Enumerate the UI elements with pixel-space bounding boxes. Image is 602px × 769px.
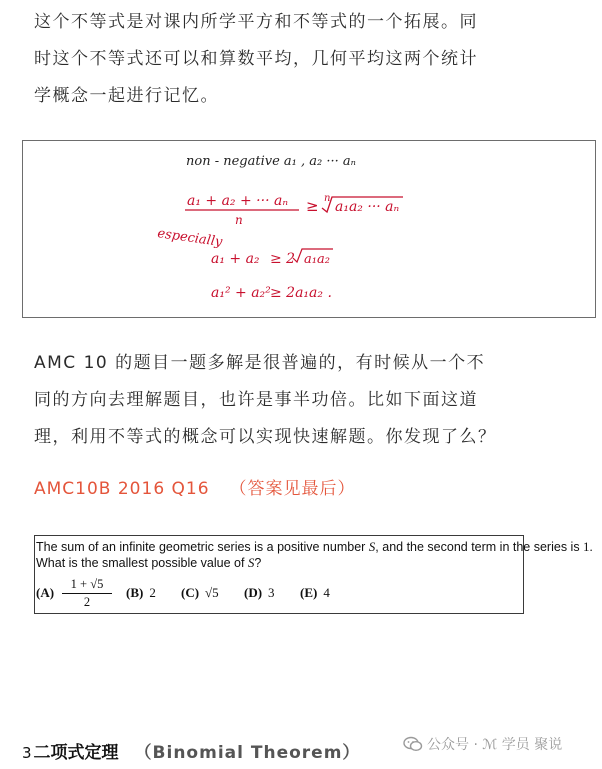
- choice-a: [36, 585, 60, 601]
- section-number: 3: [22, 744, 32, 762]
- problem-variable: S: [368, 539, 376, 554]
- problem-image: [34, 535, 593, 614]
- hw-two-term-ge: ≥ 2: [270, 251, 296, 267]
- choice-label: (B): [126, 585, 144, 600]
- hw-root-index: n: [324, 193, 331, 204]
- problem-line-1: [36, 539, 593, 555]
- choice-label: (A): [36, 585, 55, 600]
- hw-two-term-sum: a₁ + a₂: [211, 251, 260, 267]
- amc-problem-title: [34, 474, 356, 499]
- choice-value: 3: [268, 585, 275, 600]
- problem-text-part: ?: [254, 556, 262, 570]
- problem-line-2: [36, 555, 593, 571]
- section-heading: [22, 738, 360, 763]
- choice-label: (C): [181, 585, 200, 600]
- handwritten-formula-drawing: [23, 141, 597, 319]
- problem-statement: [36, 539, 593, 571]
- hw-nonnegative-line: non - negative a₁ , a₂ ··· aₙ: [186, 154, 356, 169]
- choice-label: (D): [244, 585, 263, 600]
- problem-text-part: The sum of an infinite geometric series is a positive number: [36, 540, 369, 554]
- hw-gm-radicand: a₁a₂ ··· aₙ: [335, 199, 400, 215]
- problem-number: 1.: [583, 539, 593, 554]
- body-paragraph: [34, 345, 554, 456]
- hw-square-ge: ≥ 2a₁a₂ .: [270, 285, 332, 301]
- choice-a-fraction: [62, 577, 112, 610]
- problem-variable: S: [247, 555, 255, 570]
- body-line-2: 同的方向去理解题目，也许是事半功倍。比如下面这道: [34, 390, 478, 410]
- intro-line-3: 学概念一起进行记忆。: [34, 86, 219, 106]
- choice-b: [126, 585, 156, 601]
- watermark-text: 公众号 · ℳ 学员 聚说: [427, 737, 563, 753]
- hw-am-numerator: a₁ + a₂ + ··· aₙ: [187, 193, 289, 209]
- problem-text-part: , and the second term in the series is: [375, 540, 584, 554]
- amc-problem-label: AMC10B 2016 Q16: [34, 479, 210, 499]
- choice-value: √5: [205, 585, 219, 600]
- intro-line-2: 时这个不等式还可以和算数平均，几何平均这两个统计: [34, 49, 478, 69]
- fraction-denominator: 2: [83, 595, 91, 609]
- amc-answer-note: （答案见最后）: [229, 479, 356, 499]
- answer-choices: [36, 576, 516, 610]
- choice-value: 2: [149, 585, 156, 600]
- intro-paragraph: [34, 4, 554, 115]
- choice-c: [181, 585, 219, 601]
- hw-square-sum: a₁² + a₂²: [211, 285, 271, 301]
- section-title: 二项式定理: [33, 743, 119, 763]
- choice-value: 4: [323, 585, 330, 600]
- choice-e: [300, 585, 330, 601]
- hw-especially-note: especially: [156, 226, 224, 251]
- intro-line-1: 这个不等式是对课内所学平方和不等式的一个拓展。同: [34, 12, 478, 32]
- watermark: [403, 734, 562, 754]
- choice-label: (E): [300, 585, 318, 600]
- hw-ge-sign: ≥: [306, 197, 319, 215]
- hw-am-denominator: n: [235, 213, 243, 227]
- handwritten-formula-image: [22, 140, 596, 318]
- hw-two-term-radicand: a₁a₂: [304, 252, 330, 267]
- body-line-3: 理，利用不等式的概念可以实现快速解题。你发现了么？: [34, 427, 497, 447]
- choice-d: [244, 585, 275, 601]
- wechat-icon: [403, 736, 423, 752]
- problem-text-part: What is the smallest possible value of: [36, 556, 248, 570]
- fraction-numerator: 1 + √5: [62, 577, 112, 594]
- body-line-1: AMC 10 的题目一题多解是很普遍的，有时候从一个不: [34, 353, 486, 373]
- section-english-title: （Binomial Theorem）: [134, 743, 361, 763]
